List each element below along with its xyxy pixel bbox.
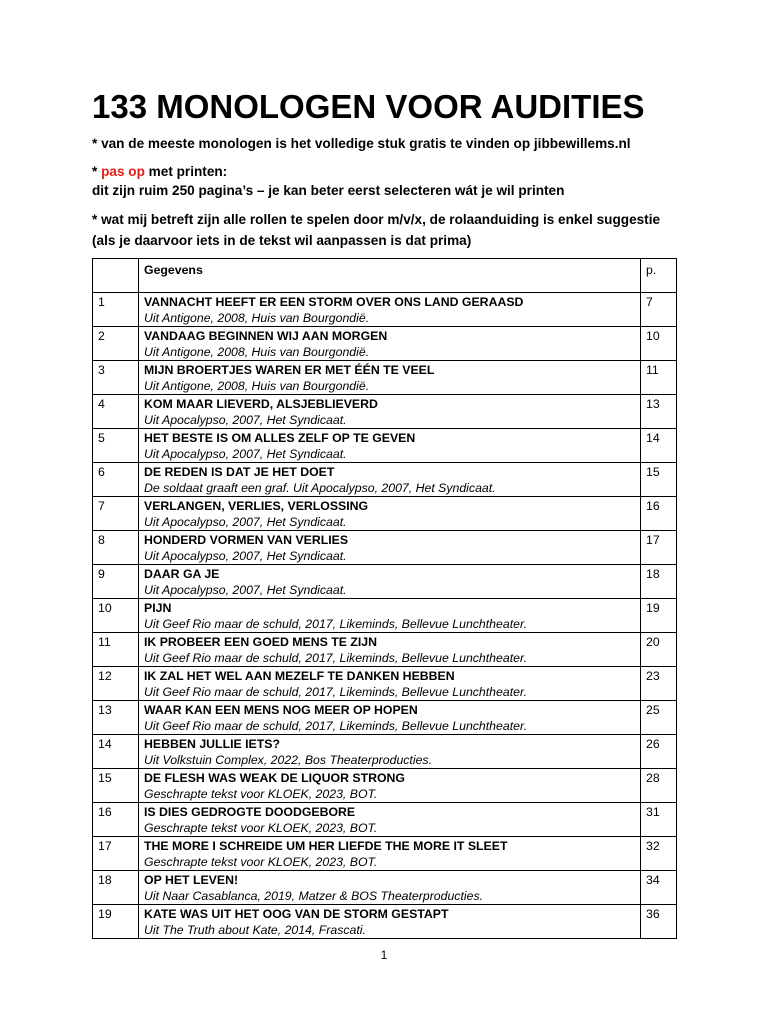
row-page: 14 — [641, 429, 677, 463]
row-details — [139, 837, 641, 871]
row-number: 4 — [93, 395, 139, 429]
note-free-text: * van de meeste monologen is het volledige stuk gratis te vinden op jibbewillems.nl — [92, 136, 631, 151]
monologue-source: Uit Apocalypso, 2007, Het Syndicaat. — [144, 447, 347, 461]
row-number: 18 — [93, 871, 139, 905]
row-details — [139, 701, 641, 735]
monologue-source: Uit Apocalypso, 2007, Het Syndicaat. — [144, 583, 347, 597]
warning-highlight: pas op — [101, 164, 145, 179]
monologue-title: IK PROBEER EEN GOED MENS TE ZIJN — [144, 635, 377, 649]
row-details — [139, 531, 641, 565]
row-details — [139, 599, 641, 633]
monologue-source: Uit Antigone, 2008, Huis van Bourgondië. — [144, 345, 370, 359]
monologue-source: Uit Antigone, 2008, Huis van Bourgondië. — [144, 379, 370, 393]
monologue-source: Uit Antigone, 2008, Huis van Bourgondië. — [144, 311, 370, 325]
monologue-title: OP HET LEVEN! — [144, 873, 239, 887]
monologue-title: VERLANGEN, VERLIES, VERLOSSING — [144, 499, 369, 513]
table-row — [93, 667, 677, 701]
page-title: 133 MONOLOGEN VOOR AUDITIES — [92, 88, 645, 125]
row-page: 15 — [641, 463, 677, 497]
row-number: 12 — [93, 667, 139, 701]
row-page: 19 — [641, 599, 677, 633]
monologue-title: VANDAAG BEGINNEN WIJ AAN MORGEN — [144, 329, 388, 343]
row-details — [139, 871, 641, 905]
row-details — [139, 327, 641, 361]
row-page: 10 — [641, 327, 677, 361]
row-details — [139, 735, 641, 769]
monologue-title: PIJN — [144, 601, 172, 615]
row-page: 28 — [641, 769, 677, 803]
row-number: 6 — [93, 463, 139, 497]
monologue-title: MIJN BROERTJES WAREN ER MET ÉÉN TE VEEL — [144, 363, 435, 377]
monologue-source: Geschrapte tekst voor KLOEK, 2023, BOT. — [144, 821, 378, 835]
row-number: 19 — [93, 905, 139, 939]
table-row — [93, 463, 677, 497]
table-row — [93, 531, 677, 565]
row-number: 5 — [93, 429, 139, 463]
row-number: 16 — [93, 803, 139, 837]
row-page: 36 — [641, 905, 677, 939]
monologue-title: KATE WAS UIT HET OOG VAN DE STORM GESTAPT — [144, 907, 449, 921]
monologue-title: HONDERD VORMEN VAN VERLIES — [144, 533, 349, 547]
row-page: 13 — [641, 395, 677, 429]
table-row — [93, 293, 677, 327]
monologue-title: VANNACHT HEEFT ER EEN STORM OVER ONS LAND GERAASD — [144, 295, 524, 309]
monologue-source: Uit Geef Rio maar de schuld, 2017, Likeminds, Bellevue Lunchtheater. — [144, 617, 528, 631]
header-page: p. — [641, 259, 677, 293]
monologue-source: De soldaat graaft een graf. Uit Apocalypso, 2007, Het Syndicaat. — [144, 481, 496, 495]
monologue-source: Uit Apocalypso, 2007, Het Syndicaat. — [144, 549, 347, 563]
monologue-title: IS DIES GEDROGTE DOODGEBORE — [144, 805, 356, 819]
monologue-title: THE MORE I SCHREIDE UM HER LIEFDE THE MORE IT SLEET — [144, 839, 508, 853]
note-print-warning — [92, 164, 227, 179]
note-page-count: dit zijn ruim 250 pagina’s – je kan beter eerst selecteren wát je wil printen — [92, 183, 565, 198]
row-number: 14 — [93, 735, 139, 769]
monologue-source: Uit Geef Rio maar de schuld, 2017, Likeminds, Bellevue Lunchtheater. — [144, 719, 528, 733]
monologue-title: DE FLESH WAS WEAK DE LIQUOR STRONG — [144, 771, 405, 785]
monologue-title: DE REDEN IS DAT JE HET DOET — [144, 465, 335, 479]
table-row — [93, 769, 677, 803]
row-details — [139, 395, 641, 429]
row-details — [139, 667, 641, 701]
monologue-source: Uit Geef Rio maar de schuld, 2017, Likeminds, Bellevue Lunchtheater. — [144, 685, 528, 699]
row-details — [139, 497, 641, 531]
note-print-suffix: met printen: — [144, 164, 228, 179]
row-number: 8 — [93, 531, 139, 565]
row-page: 34 — [641, 871, 677, 905]
row-page: 16 — [641, 497, 677, 531]
row-page: 31 — [641, 803, 677, 837]
monologue-source: Uit Naar Casablanca, 2019, Matzer & BOS Theaterproducties. — [144, 889, 484, 903]
table-row — [93, 395, 677, 429]
header-number — [93, 259, 139, 293]
monologue-source: Uit Apocalypso, 2007, Het Syndicaat. — [144, 515, 347, 529]
table-row — [93, 871, 677, 905]
row-page: 32 — [641, 837, 677, 871]
monologue-title: KOM MAAR LIEVERD, ALSJEBLIEVERD — [144, 397, 378, 411]
row-details — [139, 429, 641, 463]
monologue-source: Uit The Truth about Kate, 2014, Frascati. — [144, 923, 366, 937]
monologue-title: HET BESTE IS OM ALLES ZELF OP TE GEVEN — [144, 431, 416, 445]
table-header-row — [93, 259, 677, 293]
row-page: 18 — [641, 565, 677, 599]
row-number: 1 — [93, 293, 139, 327]
row-number: 10 — [93, 599, 139, 633]
note-roles-adjust: (als je daarvoor iets in de tekst wil aanpassen is dat prima) — [92, 233, 472, 248]
row-page: 17 — [641, 531, 677, 565]
table-row — [93, 327, 677, 361]
row-page: 20 — [641, 633, 677, 667]
row-number: 13 — [93, 701, 139, 735]
monologue-source: Uit Volkstuin Complex, 2022, Bos Theaterproducties. — [144, 753, 432, 767]
row-number: 2 — [93, 327, 139, 361]
row-page: 23 — [641, 667, 677, 701]
row-details — [139, 803, 641, 837]
row-details — [139, 565, 641, 599]
row-page: 7 — [641, 293, 677, 327]
table-row — [93, 633, 677, 667]
row-number: 17 — [93, 837, 139, 871]
table-row — [93, 735, 677, 769]
monologue-source: Uit Apocalypso, 2007, Het Syndicaat. — [144, 413, 347, 427]
header-details: Gegevens — [139, 259, 641, 293]
monologue-table — [92, 258, 677, 939]
row-number: 7 — [93, 497, 139, 531]
table-row — [93, 803, 677, 837]
row-page: 25 — [641, 701, 677, 735]
row-number: 9 — [93, 565, 139, 599]
table-row — [93, 905, 677, 939]
row-details — [139, 361, 641, 395]
table-row — [93, 599, 677, 633]
row-details — [139, 905, 641, 939]
monologue-title: WAAR KAN EEN MENS NOG MEER OP HOPEN — [144, 703, 418, 717]
monologue-source: Geschrapte tekst voor KLOEK, 2023, BOT. — [144, 855, 378, 869]
row-page: 26 — [641, 735, 677, 769]
table-row — [93, 429, 677, 463]
table-row — [93, 565, 677, 599]
row-details — [139, 293, 641, 327]
row-details — [139, 633, 641, 667]
row-number: 3 — [93, 361, 139, 395]
row-number: 15 — [93, 769, 139, 803]
table-row — [93, 837, 677, 871]
monologue-source: Geschrapte tekst voor KLOEK, 2023, BOT. — [144, 787, 378, 801]
table-row — [93, 361, 677, 395]
note-roles: * wat mij betreft zijn alle rollen te spelen door m/v/x, de rolaanduiding is enkel suggestie — [92, 212, 661, 227]
table-row — [93, 497, 677, 531]
monologue-title: DAAR GA JE — [144, 567, 220, 581]
row-page: 11 — [641, 361, 677, 395]
note-bullet: * — [92, 164, 102, 179]
monologue-title: HEBBEN JULLIE IETS? — [144, 737, 280, 751]
monologue-source: Uit Geef Rio maar de schuld, 2017, Likeminds, Bellevue Lunchtheater. — [144, 651, 528, 665]
monologue-title: IK ZAL HET WEL AAN MEZELF TE DANKEN HEBBEN — [144, 669, 455, 683]
table-row — [93, 701, 677, 735]
page-number: 1 — [380, 948, 388, 962]
row-details — [139, 463, 641, 497]
row-number: 11 — [93, 633, 139, 667]
row-details — [139, 769, 641, 803]
